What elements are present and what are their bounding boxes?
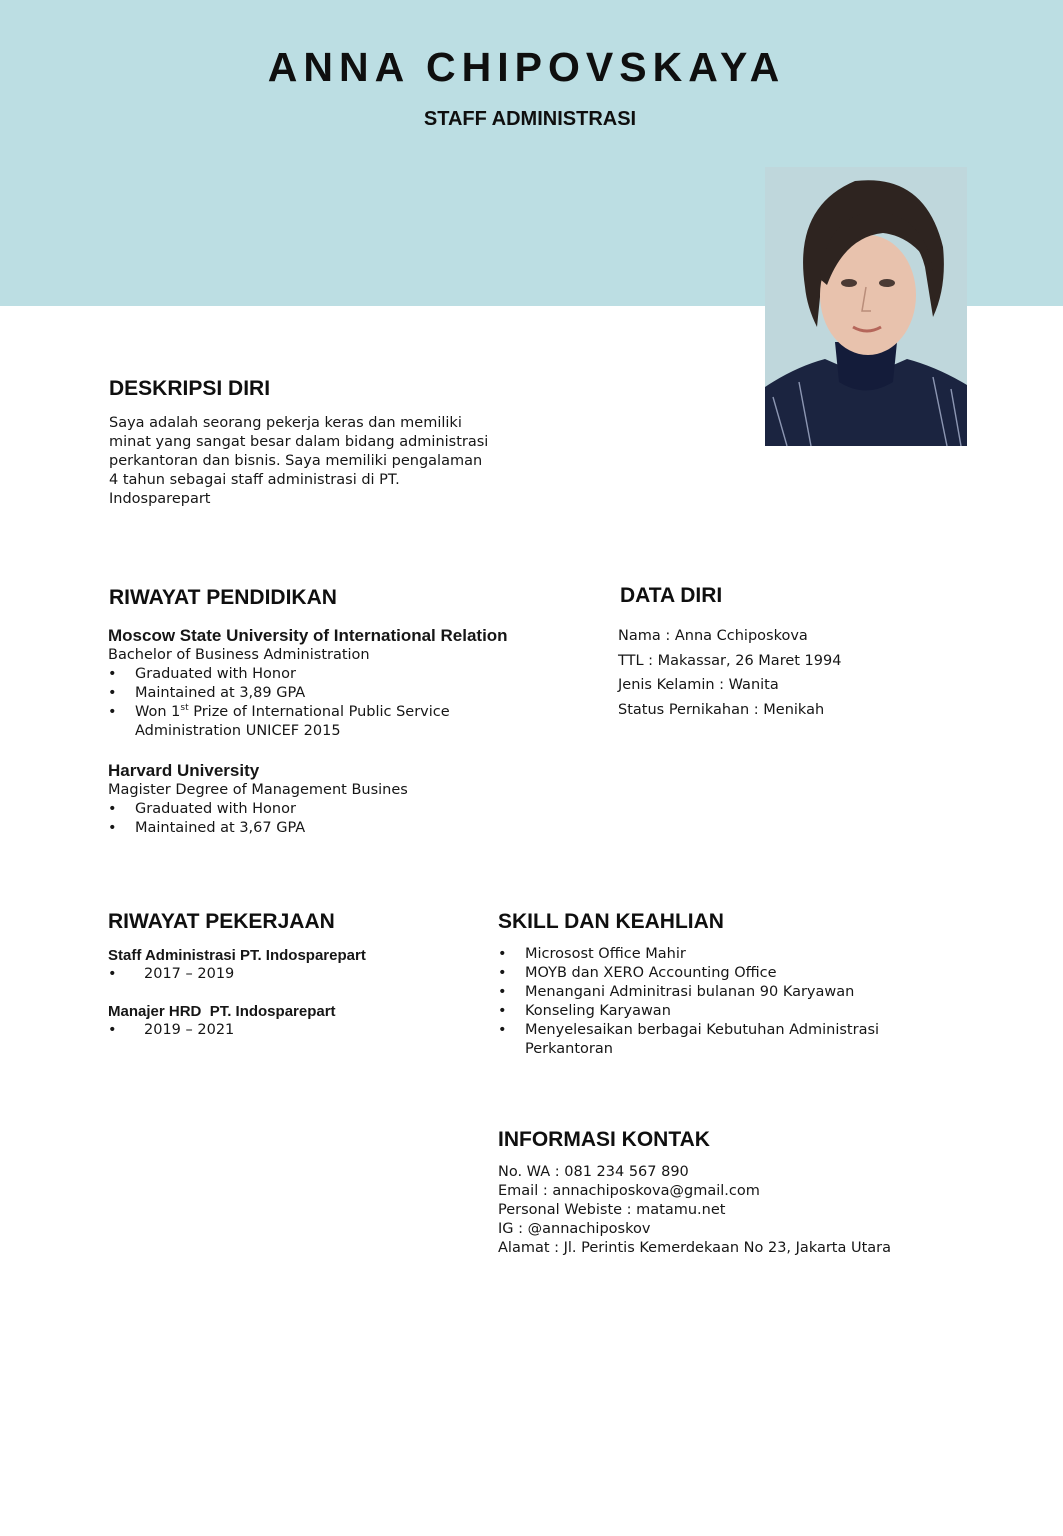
list-item: • Maintained at 3,89 GPA <box>108 684 568 703</box>
list-item: • MOYB dan XERO Accounting Office <box>498 964 968 983</box>
kontak-heading: INFORMASI KONTAK <box>498 1128 710 1151</box>
award-rest: Prize of International Public Service <box>188 704 450 720</box>
job-title: STAFF ADMINISTRASI <box>423 108 637 130</box>
candidate-name: ANNA CHIPOVSKAYA <box>267 44 786 90</box>
education-entry <box>108 761 568 838</box>
school-name: Harvard University <box>108 761 260 780</box>
job-entry <box>108 946 468 984</box>
deskripsi-heading: DESKRIPSI DIRI <box>109 377 271 400</box>
school-name: Moscow State University of International Relation <box>108 626 508 645</box>
list-item: • Microsost Office Mahir <box>498 945 968 964</box>
data-diri-row: TTL : Makassar, 26 Maret 1994 <box>618 652 842 669</box>
deskripsi-line: perkantoran dan bisnis. Saya memiliki pengalaman <box>109 453 483 469</box>
award-prefix: Won 1 <box>135 704 181 720</box>
award-ordinal: st <box>180 703 189 714</box>
contact-address: Alamat : Jl. Perintis Kemerdekaan No 23, Jakarta Utara <box>498 1240 892 1256</box>
list-item: • Maintained at 3,67 GPA <box>108 819 568 838</box>
award-line2: Administration UNICEF 2015 <box>135 723 341 739</box>
skill-heading: SKILL DAN KEAHLIAN <box>498 910 724 933</box>
list-item <box>108 703 568 741</box>
degree: Magister Degree of Management Busines <box>108 782 408 798</box>
list-item: • Menangani Adminitrasi bulanan 90 Karyawan <box>498 983 968 1002</box>
contact-phone: No. WA : 081 234 567 890 <box>498 1164 689 1180</box>
job-period: • 2019 – 2021 <box>108 1021 468 1040</box>
data-diri-list <box>618 624 1018 723</box>
job-period: • 2017 – 2019 <box>108 965 468 984</box>
data-diri-row: Jenis Kelamin : Wanita <box>618 677 779 694</box>
job-title: Manajer HRD PT. Indosparepart <box>108 1003 336 1020</box>
education-entry <box>108 626 568 741</box>
data-diri-row: Nama : Anna Cchiposkova <box>618 628 808 644</box>
deskripsi-text <box>109 414 539 509</box>
data-diri-row: Status Pernikahan : Menikah <box>618 702 825 719</box>
list-item: • Graduated with Honor <box>108 665 568 684</box>
job-entry <box>108 1002 468 1040</box>
skill-text: Menyelesaikan berbagai Kebutuhan Administrasi <box>525 1022 880 1038</box>
contact-website: Personal Webiste : matamu.net <box>498 1202 726 1218</box>
list-item: • Konseling Karyawan <box>498 1002 968 1021</box>
deskripsi-line: 4 tahun sebagai staff administrasi di PT. <box>109 472 400 488</box>
skill-text: Perkantoran <box>525 1041 613 1057</box>
skill-list <box>498 945 968 1059</box>
data-diri-heading: DATA DIRI <box>620 584 723 607</box>
deskripsi-line: Indosparepart <box>109 491 211 507</box>
list-item: • Graduated with Honor <box>108 800 568 819</box>
contact-email: Email : annachiposkova@gmail.com <box>498 1183 760 1199</box>
pendidikan-heading: RIWAYAT PENDIDIKAN <box>109 586 337 609</box>
contact-instagram: IG : @annachiposkov <box>498 1221 651 1237</box>
degree: Bachelor of Business Administration <box>108 647 370 663</box>
pekerjaan-heading: RIWAYAT PEKERJAAN <box>108 910 335 933</box>
contact-list <box>498 1163 968 1258</box>
list-item <box>498 1021 968 1059</box>
profile-photo <box>765 167 967 446</box>
job-title: Staff Administrasi PT. Indosparepart <box>108 947 366 964</box>
deskripsi-line: Saya adalah seorang pekerja keras dan memiliki <box>109 415 462 431</box>
deskripsi-line: minat yang sangat besar dalam bidang administrasi <box>109 434 489 450</box>
